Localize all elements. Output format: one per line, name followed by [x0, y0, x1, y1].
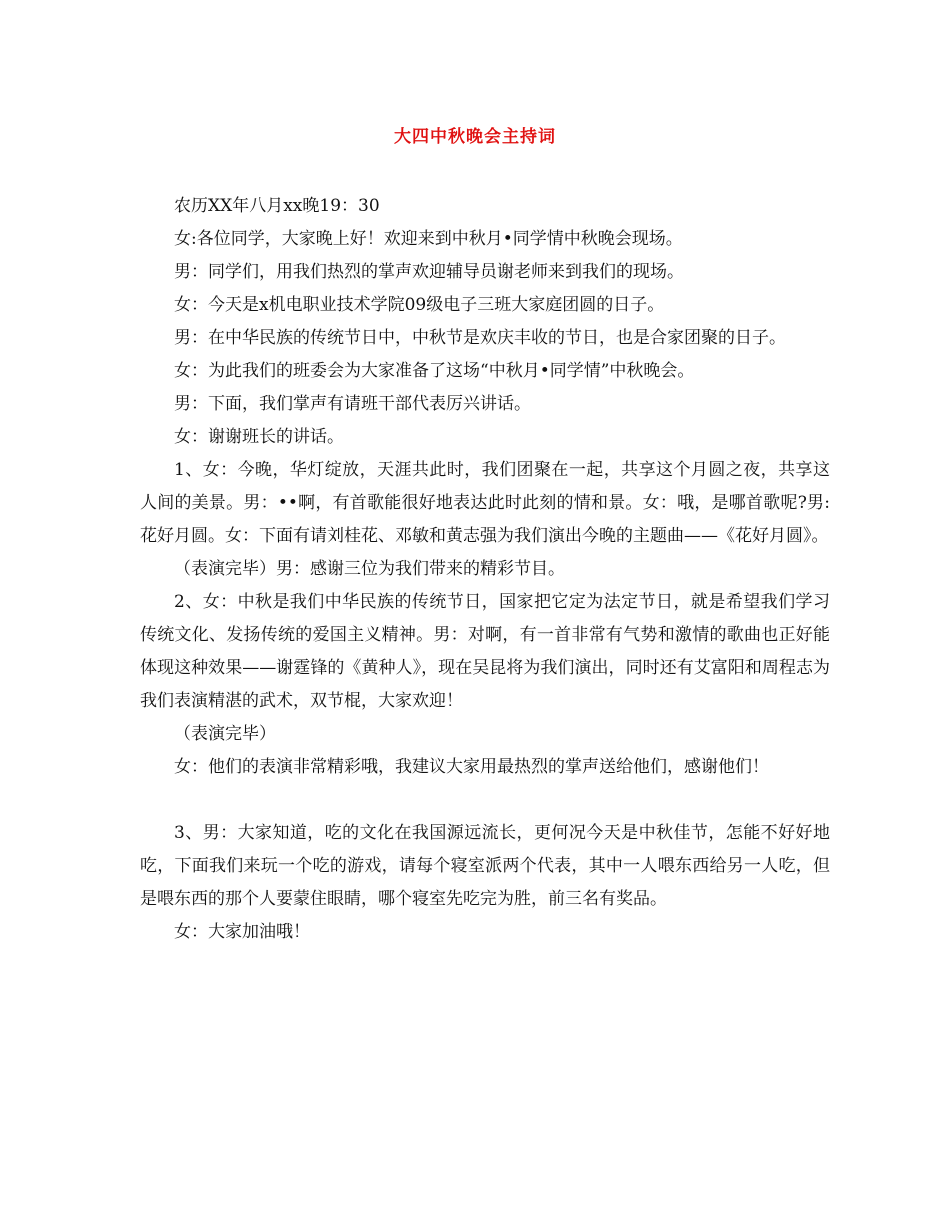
- paragraph-program-2-end: （表演完毕）: [174, 724, 276, 744]
- paragraph-speech-invite: 男：下面，我们掌声有请班干部代表厉兴讲话。: [174, 394, 531, 414]
- paragraph-program-1: 1、女：今晚，华灯绽放，天涯共此时，我们团聚在一起，共享这个月圆之夜，共享这人间的美景。男：••啊，有首歌能很好地表达此时此刻的情和景。女：哦，是哪首歌呢?男:花好月圆。女：下面有请刘桂花、邓敏和黄志强为我们演出今晚的主题曲——《花好月圆》。: [140, 460, 830, 546]
- paragraph-program-3: 3、男：大家知道，吃的文化在我国源远流长，更何况今天是中秋佳节，怎能不好好地吃，下面我们来玩一个吃的游戏，请每个寝室派两个代表，其中一人喂东西给另一人吃，但是喂东西的那个人要蒙住眼睛，哪个寝室先吃完为胜，前三名有奖品。: [140, 823, 830, 909]
- blank-line: [140, 784, 830, 817]
- paragraph-welcome-teacher: 男：同学们，用我们热烈的掌声欢迎辅导员谢老师来到我们的现场。: [174, 262, 684, 282]
- paragraph-program-2: 2、女：中秋是我们中华民族的传统节日，国家把它定为法定节日，就是希望我们学习传统文化、发扬传统的爱国主义精神。男：对啊，有一首非常有气势和激情的歌曲也正好能体现这种效果——谢霆锋的《黄种人》，现在吴昆将为我们演出，同时还有艾富阳和周程志为我们表演精湛的武术，双节棍，大家欢迎！: [140, 592, 830, 711]
- paragraph-opening: 女:各位同学，大家晚上好！欢迎来到中秋月•同学情中秋晚会现场。: [174, 229, 683, 249]
- paragraph-applause: 女：他们的表演非常精彩哦，我建议大家用最热烈的掌声送给他们，感谢他们！: [174, 757, 769, 777]
- document-title: 大四中秋晚会主持词: [394, 127, 556, 147]
- paragraph-program-1-end: （表演完毕）男：感谢三位为我们带来的精彩节目。: [174, 559, 565, 579]
- paragraph-committee: 女：为此我们的班委会为大家准备了这场“中秋月•同学情”中秋晚会。: [174, 361, 695, 381]
- paragraph-date: 农历XX年八月xx晚19：30: [174, 196, 380, 216]
- paragraph-cheer: 女：大家加油哦！: [174, 922, 310, 942]
- document-body: [140, 190, 830, 949]
- paragraph-festival: 男：在中华民族的传统节日中，中秋节是欢庆丰收的节日，也是合家团聚的日子。: [174, 328, 786, 348]
- paragraph-thanks-monitor: 女：谢谢班长的讲话。: [174, 427, 344, 447]
- paragraph-class-reunion: 女：今天是x机电职业技术学院09级电子三班大家庭团圆的日子。: [174, 295, 665, 315]
